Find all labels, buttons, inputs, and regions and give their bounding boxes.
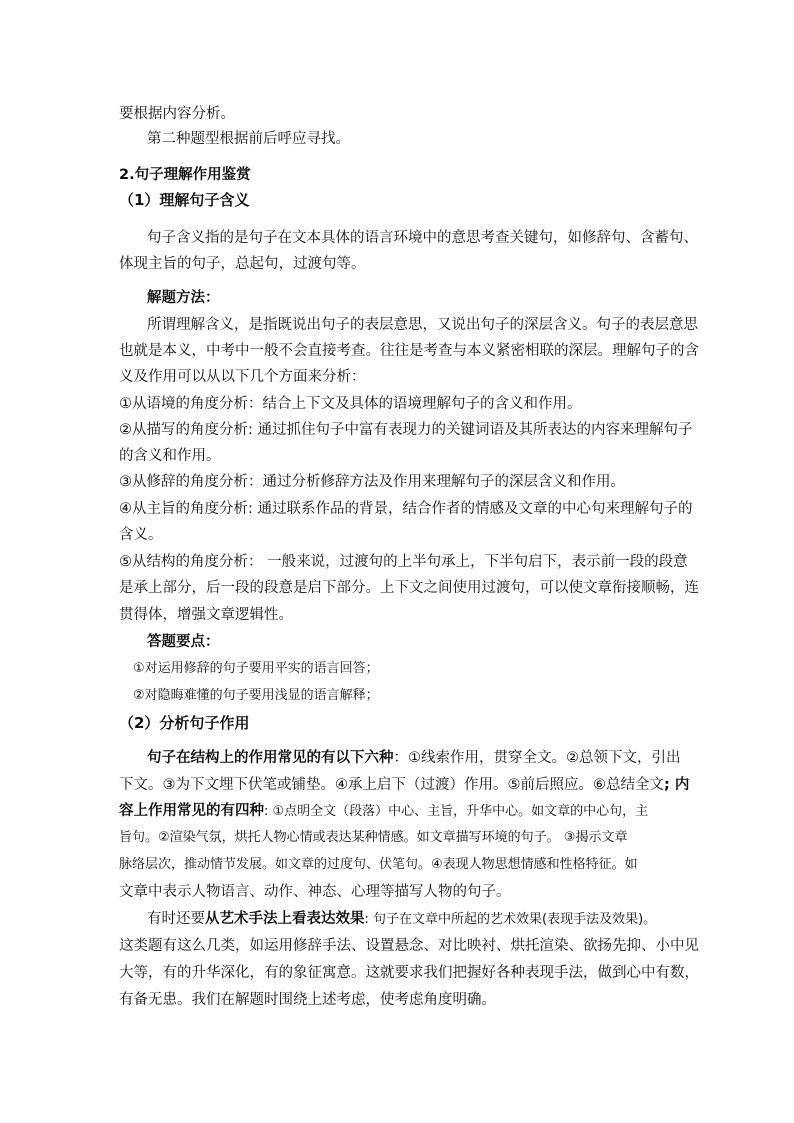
text-run: ：①线索作用，贯穿全文。②总领下文，引出	[393, 750, 681, 766]
text-line: 的含义和作用。	[119, 448, 221, 464]
section-heading: 2.句子理解作用鉴赏	[119, 167, 251, 183]
text-line	[147, 748, 681, 768]
text-line: 所谓理解含义，是指既说出句子的表层意思，又说出句子的深层含义。句子的表层意思	[147, 317, 698, 333]
subsection-heading: （2）分析句子作用	[119, 714, 250, 732]
text-line: 第二种题型根据前后呼应寻找。	[147, 131, 350, 147]
text-line	[119, 775, 689, 795]
text-line: 含义。	[119, 527, 163, 543]
text-run: : ①点明全文（段落）中心、主旨，升华中心。如文章的中心句，主	[264, 804, 649, 819]
text-line: 贯得体，增强文章逻辑性。	[119, 607, 293, 623]
text-run: : 句子在文章中所起的艺术效果(表现手法及效果)。	[364, 912, 657, 927]
text-line: 要根据内容分析。	[119, 106, 235, 122]
text-line: ③从修辞的角度分析：通过分析修辞方法及作用来理解句子的深层含义和作用。	[119, 474, 625, 490]
text-line: 句子含义指的是句子在文本具体的语言环境中的意思考查关键句，如修辞句、含蓄句、	[147, 230, 698, 246]
text-line: 旨句。②渲染气氛，烘托人物心情或表达某种情感。如文章描写环境的句子。 ③揭示文章	[119, 830, 628, 845]
text-line: ①对运用修辞的句子要用平实的语言回答；	[133, 661, 379, 676]
text-run: 下文。③为下文埋下伏笔或铺垫。④承上启下（过渡）作用。⑤前后照应。⑥总结全文	[119, 777, 664, 793]
text-line: 义及作用可以从以下几个方面来分析：	[119, 369, 366, 385]
bold-phrase: 句子在结构上的作用常见的有以下六种	[147, 750, 394, 766]
text-line: ①从语境的角度分析：结合上下文及具体的语境理解句子的含义和作用。	[119, 396, 582, 412]
text-line: 脉络层次，推动情节发展。如文章的过度句、伏笔句。④表现人物思想情感和性格特征。如	[119, 857, 638, 872]
bold-phrase: ; 内	[664, 777, 690, 793]
text-line: 是承上部分，后一段的段意是启下部分。上下文之间使用过渡句，可以使文章衔接顺畅，连	[119, 580, 699, 596]
text-line: ②从描写的角度分析: 通过抓住句子中富有表现力的关键词语及其所表达的内容来理解句子	[119, 422, 693, 438]
text-line	[147, 909, 656, 930]
subsection-heading: （1）理解句子含义	[119, 191, 250, 209]
text-run: 有时还要	[147, 911, 205, 927]
text-line: 也就是本义，中考中一般不会直接考查。往往是考查与本义紧密相联的深层。理解句子的含	[119, 343, 699, 359]
text-line: ④从主旨的角度分析: 通过联系作品的背景，结合作者的情感及文章的中心句来理解句子的	[119, 501, 693, 517]
method-label: 解题方法：	[147, 290, 220, 306]
text-line	[119, 801, 648, 822]
bold-phrase: 从艺术手法上看表达效果	[205, 911, 365, 927]
text-line: 有备无患。我们在解题时围绕上述考虑，使考虑角度明确。	[119, 992, 496, 1008]
text-line: 体现主旨的句子，总起句，过渡句等。	[119, 256, 366, 272]
text-line: 大等，有的升华深化，有的象征寓意。这就要求我们把握好各种表现手法，做到心中有数，	[119, 965, 699, 981]
text-line: ⑤从结构的角度分析： 一般来说，过渡句的上半句承上，下半句启下，表示前一段的段意	[119, 554, 688, 570]
text-line: 文章中表示人物语言、动作、神态、心理等描写人物的句子。	[119, 884, 511, 900]
bold-phrase: 容上作用常见的有四种	[119, 803, 264, 819]
answer-label: 答题要点：	[147, 634, 220, 650]
text-line: 这类题有这么几类，如运用修辞手法、设置悬念、对比映衬、烘托渲染、欲扬先抑、小中见	[119, 938, 699, 954]
text-line: ②对隐晦难懂的句子要用浅显的语言解释；	[133, 688, 379, 703]
